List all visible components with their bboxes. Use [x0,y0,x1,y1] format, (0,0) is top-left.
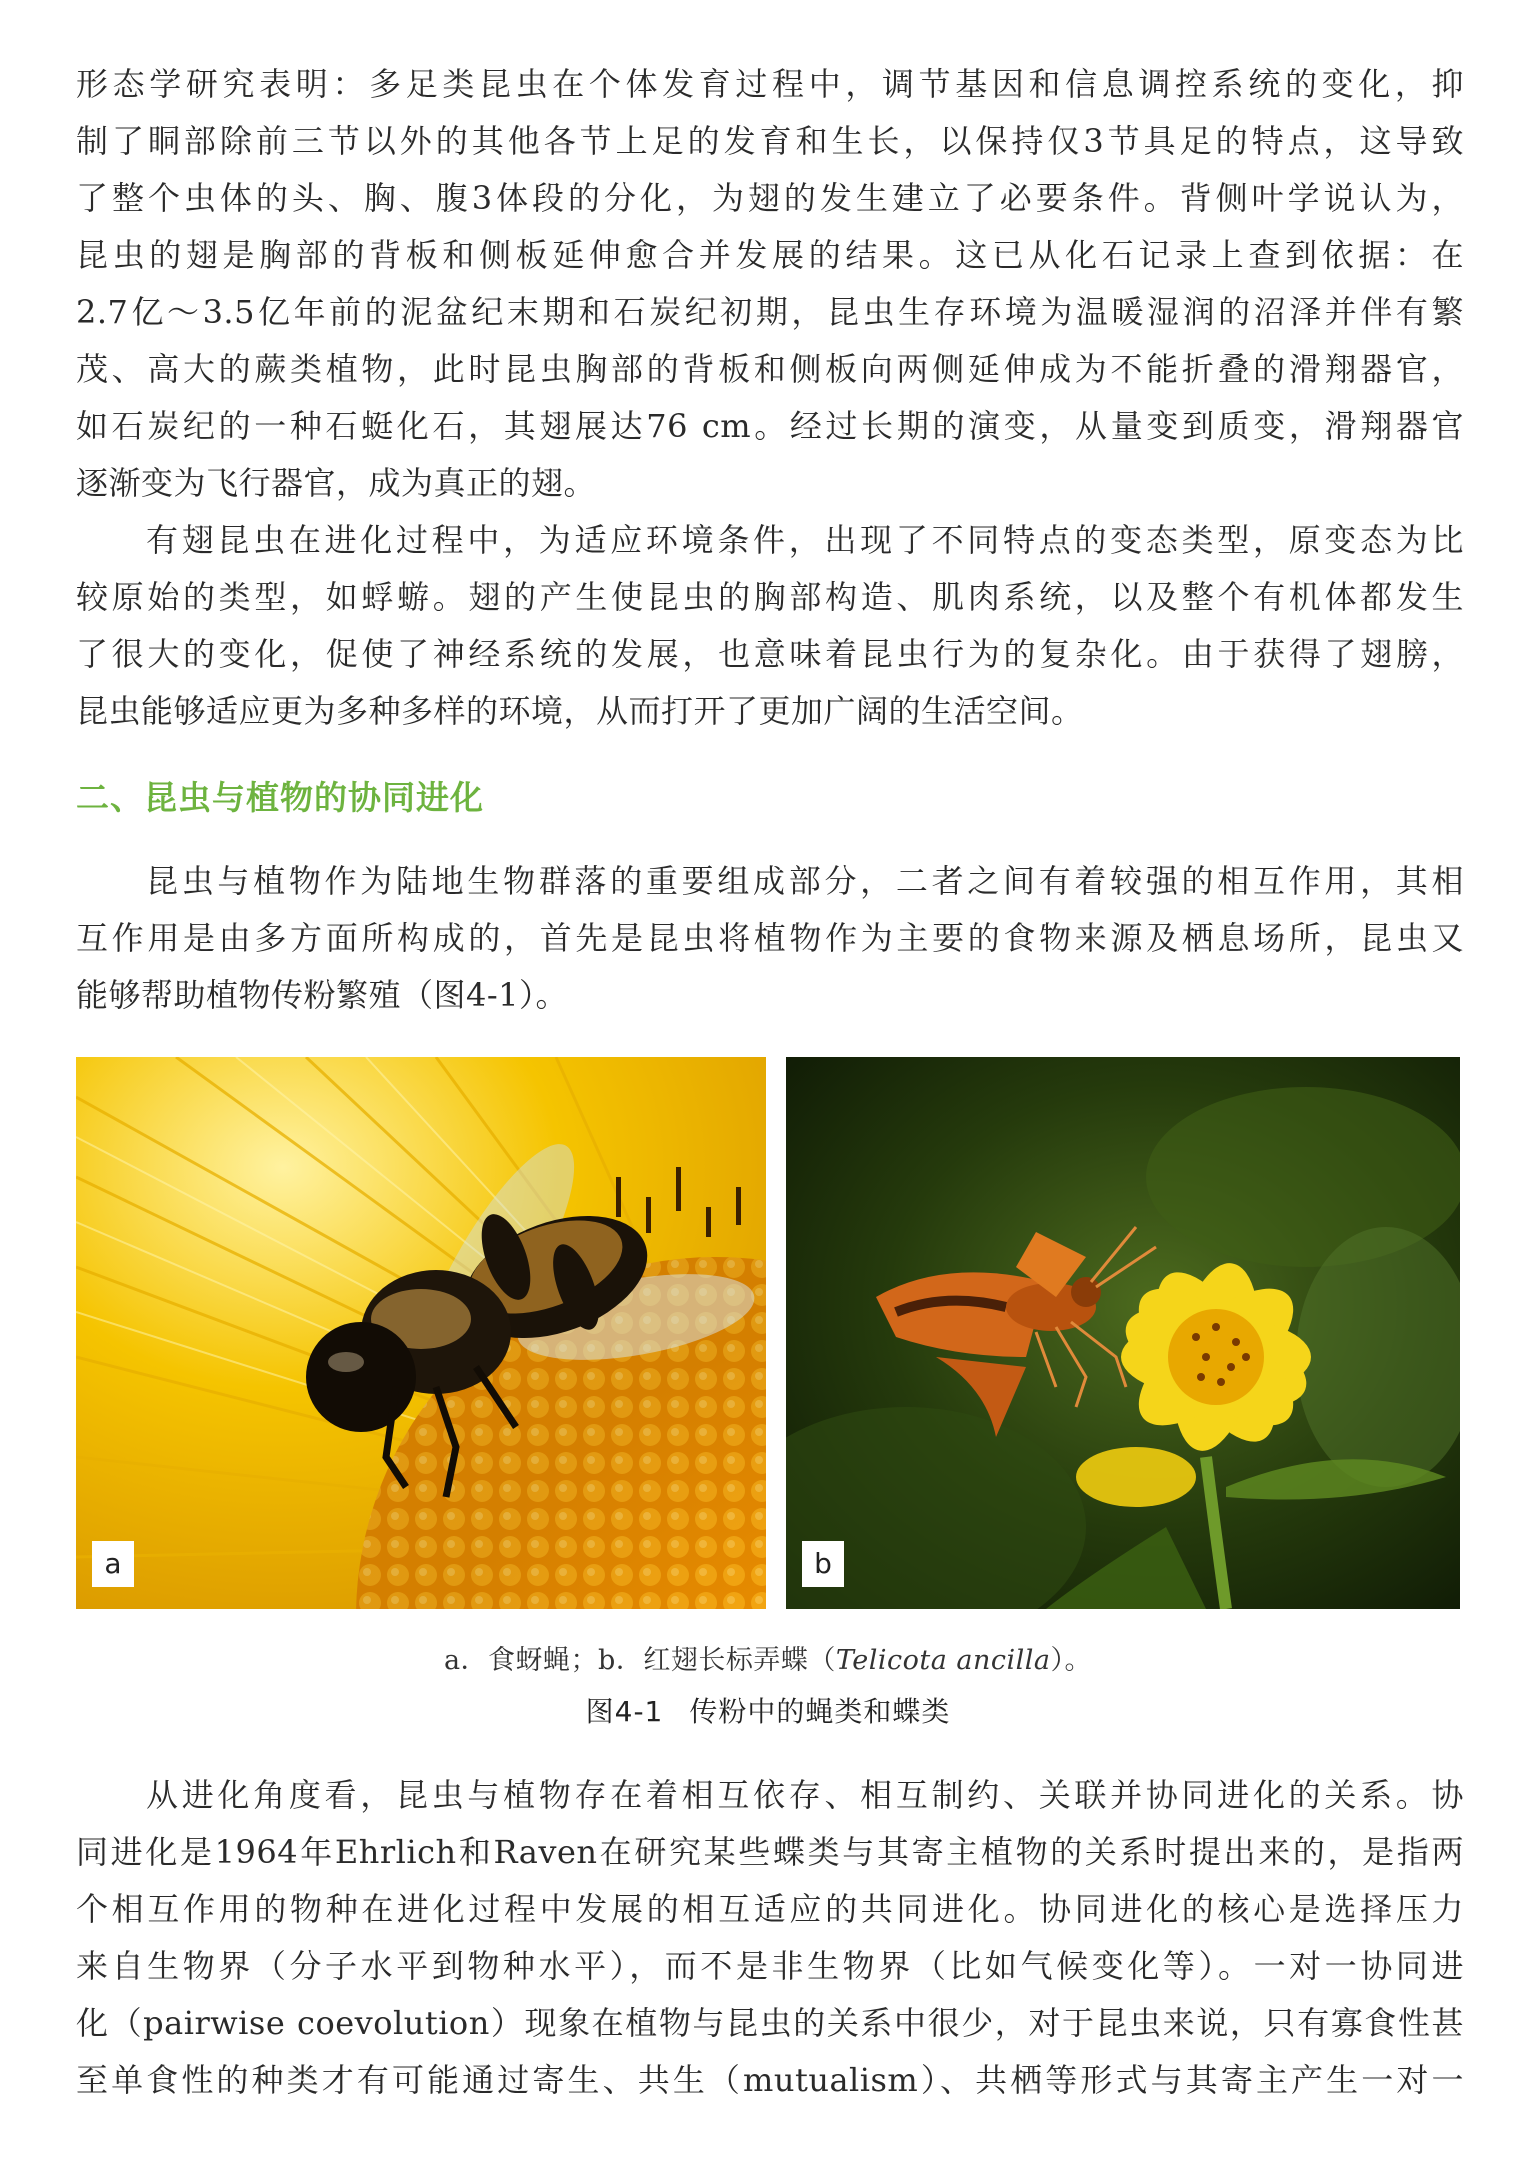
hoverfly-image [76,1057,766,1609]
text-line: 从进化角度看，昆虫与植物存在着相互依存、相互制约、关联并协同进化的关系。协 [146,1776,1464,1814]
text-line: 来自生物界（分子水平到物种水平），而不是非生物界（比如气候变化等）。一对一协同进 [76,1947,1464,1985]
text-line: 了很大的变化，促使了神经系统的发展，也意味着昆虫行为的复杂化。由于获得了翅膀， [76,635,1464,673]
panel-label-b: b [802,1541,844,1587]
text-line: 制了眮部除前三节以外的其他各节上足的发育和生长，以保持仅3节具足的特点，这导致 [76,122,1464,160]
section-heading: 二、昆虫与植物的协同进化 [76,778,484,817]
text-line: 有翅昆虫在进化过程中，为适应环境条件，出现了不同特点的变态类型，原变态为比 [146,521,1464,559]
species-name: Telicota ancilla [835,1645,1051,1676]
skipper-image [786,1057,1460,1609]
text-line: 互作用是由多方面所构成的，首先是昆虫将植物作为主要的食物来源及栖息场所，昆虫又 [76,919,1464,957]
text-line: 如石炭纪的一种石蜓化石，其翅展达76 cm。经过长期的演变，从量变到质变，滑翔器官 [76,407,1464,445]
text-line: 2.7亿～3.5亿年前的泥盆纪末期和石炭纪初期，昆虫生存环境为温暖湿润的沼泽并伴有繁 [76,293,1464,331]
text-line: 至单食性的种类才有可能通过寄生、共生（mutualism）、共栖等形式与其寄主产生一对一 [76,2061,1464,2099]
figure-caption [0,1690,1536,1730]
text-line: 昆虫能够适应更为多种多样的环境，从而打开了更加广阔的生活空间。 [76,692,1084,730]
paragraph-metamorphosis [76,512,1464,740]
text-line: 化（pairwise coevolution）现象在植物与昆虫的关系中很少，对于昆虫来说，只有寡食性甚 [76,2004,1464,2042]
subcaption-prefix: a．食蚜蝇；b．红翅长标弄蝶（ [443,1645,836,1676]
panel-label-a: a [92,1541,134,1587]
photo-skipper [786,1057,1460,1609]
text-line: 同进化是1964年Ehrlich和Raven在研究某些蝶类与其寄主植物的关系时提出来的，是指两 [76,1833,1464,1871]
text-line: 形态学研究表明：多足类昆虫在个体发育过程中，调节基因和信息调控系统的变化，抑 [76,65,1464,103]
figure-subcaption [0,1638,1536,1677]
text-line: 了整个虫体的头、胸、腹3体段的分化，为翅的发生建立了必要条件。背侧叶学说认为， [76,179,1464,217]
text-line: 茂、高大的蕨类植物，此时昆虫胸部的背板和侧板向两侧延伸成为不能折叠的滑翔器官， [76,350,1464,388]
subcaption-suffix: ）。 [1050,1645,1093,1676]
text-line: 昆虫的翅是胸部的背板和侧板延伸愈合并发展的结果。这已从化石记录上查到依据：在 [76,236,1464,274]
text-line: 个相互作用的物种在进化过程中发展的相互适应的共同进化。协同进化的核心是选择压力 [76,1890,1464,1928]
text-line: 逐渐变为飞行器官，成为真正的翅。 [76,464,597,502]
figure-number: 图4-1 [585,1695,664,1728]
paragraph-insect-plant [76,853,1464,1024]
paragraph-morphology [76,56,1464,512]
photo-hoverfly [76,1057,766,1609]
text-line: 昆虫与植物作为陆地生物群落的重要组成部分，二者之间有着较强的相互作用，其相 [146,862,1464,900]
text-line: 较原始的类型，如蜉蝣。翅的产生使昆虫的胸部构造、肌肉系统，以及整个有机体都发生 [76,578,1464,616]
text-line: 能够帮助植物传粉繁殖（图4-1）。 [76,976,569,1014]
paragraph-coevolution [76,1767,1464,2109]
figure-title: 传粉中的蝇类和蝶类 [689,1695,951,1728]
